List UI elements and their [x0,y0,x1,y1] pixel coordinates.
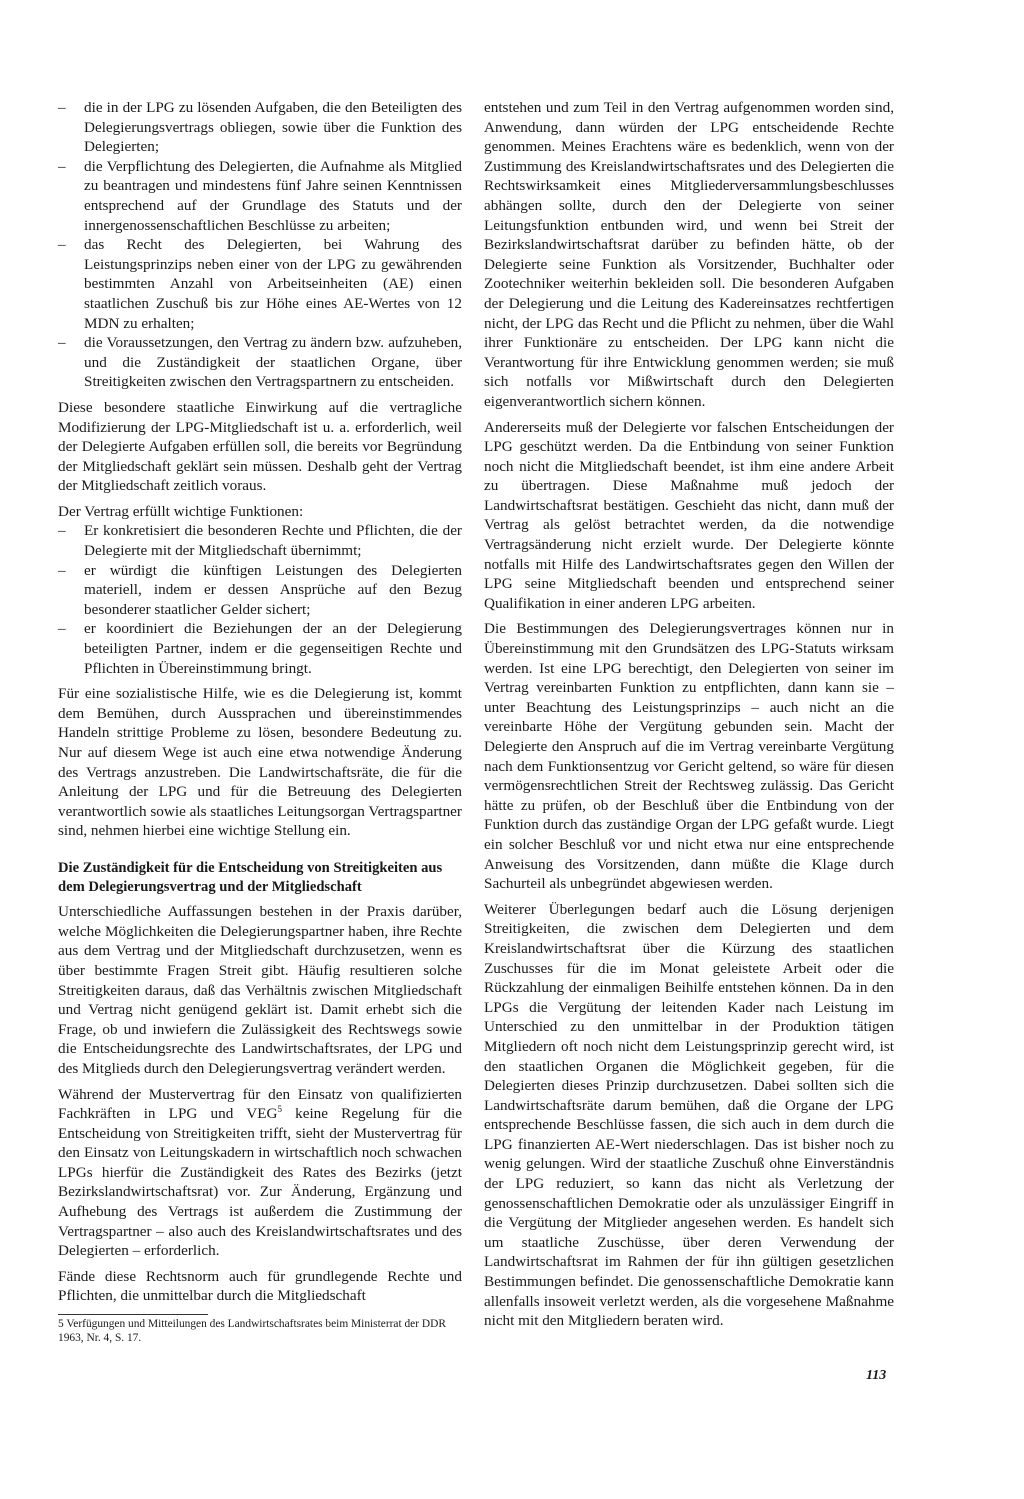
paragraph: Unterschiedliche Auffassungen bestehen in der Praxis darüber, welche Möglichkeiten die Delegierungspartner haben, ihre Rechte aus dem Vertrag und der Mitgliedschaft durchzusetzen, wenn es über bestimmte Fragen Streit gibt. Häufig resultieren solche Streitigkeiten daraus, daß das Verhältnis zwischen Mitgliedschaft und Vertrag nicht genügend geklärt ist. Damit erhebt sich die Frage, ob und inwiefern die Zulässigkeit des Rechtswegs sowie die Entscheidungsrechte des Landwirtschaftsrates, der LPG und des Mitglieds durch den Delegierungsvertrag verändert werden. [58,903,462,1077]
list-item: – die Voraussetzungen, den Vertrag zu ändern bzw. aufzuheben, und die Zuständigkeit der staatlichen Organe, über Streitigkeiten zwischen den Vertragspartnern zu entscheiden. [58,334,462,391]
paragraph: entstehen und zum Teil in den Vertrag aufgenommen worden sind, Anwendung, dann würden der LPG entscheidende Rechte genommen. Meines Erachtens wäre es bedenklich, wenn von der Zustimmung des Kreislandwirtschaftsrates und des Delegierten die Rechtswirksamkeit eines Mitgliederversammlungsbeschlusses abhängen sollte, durch den der Delegierte von seiner Leitungsfunktion entbunden wird, und wenn bei Streit der Bezirkslandwirtschaftsrat darüber zu befinden hätte, ob der Delegierte seine Funktion als Vorsitzender, Buchhalter oder Zootechniker weiterhin bekleiden soll. Die besonderen Aufgaben der Delegierung und die Leitung des Kadereinsatzes rechtfertigen nicht, der LPG das Recht und die Pflicht zu nehmen, über die Wahl ihrer Funktionäre zu entscheiden. Der LPG kann nicht die Verantwortung für ihre Entwicklung genommen werden; sie muß sich notfalls vor Mißwirtschaft durch den Delegierten eigenverantwortlich sichern können. [484,99,894,410]
footnote-marker: 5 [277,1104,282,1115]
paragraph: Die Bestimmungen des Delegierungsvertrages können nur in Übereinstimmung mit den Grundsätzen des LPG-Statuts wirksam werden. Ist eine LPG berechtigt, den Delegierten von seiner im Vertrag vereinbarten Funktion zu entpflichten, dann kann sie – unter Beachtung des Leistungsprinzips – auch nicht an die vereinbarte Höhe der Vergütung gebunden sein. Macht der Delegierte den Anspruch auf die im Vertrag vereinbarte Vergütung nach dem Funktionsentzug vor Gericht geltend, so wäre für diesen vermögensrechtlichen Streit der Rechtsweg zulässig. Das Gericht hätte zu prüfen, ob der Beschluß über die Entbindung von der Funktion durch das zuständige Organ der LPG gefaßt wurde. Liegt ein solcher Beschluß vor und nicht etwa nur eine entsprechende Anweisung des Vorsitzenden, dann müßte die Klage durch Sachurteil als unbegründet abgewiesen werden. [484,620,894,893]
paragraph: Fände diese Rechtsnorm auch für grundlegende Rechte und Pflichten, die unmittelbar durch die Mitgliedschaft [58,1267,462,1305]
section-heading: Die Zuständigkeit für die Entscheidung von Streitigkeiten aus dem Delegierungsvertrag und der Mitgliedschaft [58,859,443,895]
list-item: – die in der LPG zu lösenden Aufgaben, die den Beteiligten des Delegierungsvertrags obliegen, sowie über die Funktion des Delegierten; [58,99,462,156]
dash-bullet: – [58,620,66,638]
list-item: – das Recht des Delegierten, bei Wahrung des Leistungsprinzips neben einer von der LPG zu gewährenden bestimmten Anzahl von Arbeitseinheiten (AE) einen staatlichen Zuschuß bis zur Höhe eines AE-Wertes von 12 MDN zu erhalten; [58,236,462,332]
list-item: – Er konkretisiert die besonderen Rechte und Pflichten, die der Delegierte mit der Mitgliedschaft übernimmt; [58,522,462,560]
paragraph: Diese besondere staatliche Einwirkung auf die vertragliche Modifizierung der LPG-Mitgliedschaft ist u. a. erforderlich, weil der Delegierte Aufgaben erfüllen soll, die bereits vor Begründung der Mitgliedschaft geklärt sein müssen. Deshalb geht der Vertrag der Mitgliedschaft zeitlich voraus. [58,398,462,495]
page-number: 113 [866,1368,887,1383]
dash-bullet: – [58,561,66,579]
list-item: – die Verpflichtung des Delegierten, die Aufnahme als Mitglied zu beantragen und mindestens fünf Jahre seinen Kenntnissen entsprechend auf der Grundlage des Statuts und der innergenossenschaftlichen Beschlüsse zu arbeiten; [58,157,462,234]
dash-bullet: – [58,157,66,175]
footnote: 5 Verfügungen und Mitteilungen des Landwirtschaftsrates beim Ministerrat der DDR 1963, Nr. 4, S. 17. [58,1318,446,1345]
right-column [484,98,894,1331]
paragraph: Für eine sozialistische Hilfe, wie es die Delegierung ist, kommt dem Bemühen, durch Aussprachen und übereinstimmendes Handeln strittige Probleme zu lösen, besondere Bedeutung zu. Nur auf diesem Wege ist auch eine etwa notwendige Änderung des Vertrags anzustreben. Die Landwirtschaftsräte, die für die Anleitung der LPG und für die Betreuung des Delegierten verantwortlich sowie als staatliches Leitungsorgan Vertragspartner sind, nehmen hierbei eine wichtige Stellung ein. [58,685,462,840]
paragraph: Andererseits muß der Delegierte vor falschen Entscheidungen der LPG geschützt werden. Da die Entbindung von seiner Funktion noch nicht die Mitgliedschaft beendet, ist ihm eine andere Arbeit zu übertragen. Diese Maßnahme muß jedoch der Landwirtschaftsrat bestätigen. Geschieht das nicht, dann muß der Vertrag als gelöst betrachtet werden, da die notwendige Vertragsänderung nicht erzielt wurde. Der Delegierte könnte notfalls mit Hilfe des Landwirtschaftsrates gegen den Willen der LPG seine Mitgliedschaft beenden und entsprechend seiner Qualifikation in einer anderen LPG arbeiten. [484,418,894,612]
dash-bullet: – [58,334,66,352]
list-item: – er koordiniert die Beziehungen der an der Delegierung beteiligten Partner, indem er die gegenseitigen Rechte und Pflichten in Übereinstimmung bringt. [58,620,462,677]
dash-bullet: – [58,236,66,254]
bullet-list-contract-functions [58,521,462,678]
dash-bullet: – [58,99,66,116]
paragraph: Während der Mustervertrag für den Einsatz von qualifizierten Fachkräften in LPG und VEG$^5$ keine Regelung für die Entscheidung von Streitigkeiten trifft, sieht der Mustervertrag für den Einsatz von Leitungskadern in wirtschaftlich noch schwachen LPGs hierfür die Zuständigkeit des Rates des Bezirks (jetzt Bezirkslandwirtschaftsrat) vor. Zur Änderung, Ergänzung und Aufhebung des Vertrags ist außerdem die Zustimmung der Vertragspartner – also auch des Kreislandwirtschaftsrates und des Delegierten – erforderlich. [58,1085,462,1260]
paragraph: Der Vertrag erfüllt wichtige Funktionen: [58,502,304,520]
bullet-list-contract-contents [58,98,462,392]
list-item: – er würdigt die künftigen Leistungen des Delegierten materiell, indem er dessen Ansprüche auf den Bezug besonderer staatlicher Gelder sichert; [58,561,462,618]
paragraph: Weiterer Überlegungen bedarf auch die Lösung derjenigen Streitigkeiten, die zwischen dem Delegierten und dem Kreislandwirtschaftsrat über die Kürzung des staatlichen Zuschusses für die im Monat geleistete Arbeit oder die Rückzahlung der einmaligen Beihilfe entstehen können. Da in den LPGs die Vergütung der leitenden Kader nach Leistung im Unterschied zu den unmittelbar in der Produktion tätigen Mitgliedern oft noch nicht dem Leistungsprinzip gerecht wird, ist den staatlichen Organen die Möglichkeit gegeben, für die Delegierten dieses Prinzip durchzusetzen. Dabei sollten sich die Landwirtschaftsräte darum bemühen, daß die Organe der LPG entsprechende Beschlüsse fassen, die sich auch in dem durch die LPG finanzierten AE-Wert niederschlagen. Das ist bisher noch zu wenig gelungen. Wird der staatliche Zuschuß ohne Einverständnis der LPG reduziert, so kann das nicht als Verletzung der genossenschaftlichen Demokratie oder als unzulässiger Eingriff in die Vergütung der Mitglieder angesehen werden. Es handelt sich um staatliche Zuschüsse, über deren Verwendung der Landwirtschaftsrat im Rahmen der für ihn gültigen gesetzlichen Bestimmungen befindet. Die genossenschaftliche Demokratie kann allenfalls insoweit verletzt werden, als die vorgesehene Maßnahme nicht mit den Mitgliedern beraten wird. [484,900,894,1330]
dash-bullet: – [58,522,66,540]
footnote-divider [58,1314,208,1315]
left-column [58,98,462,1345]
